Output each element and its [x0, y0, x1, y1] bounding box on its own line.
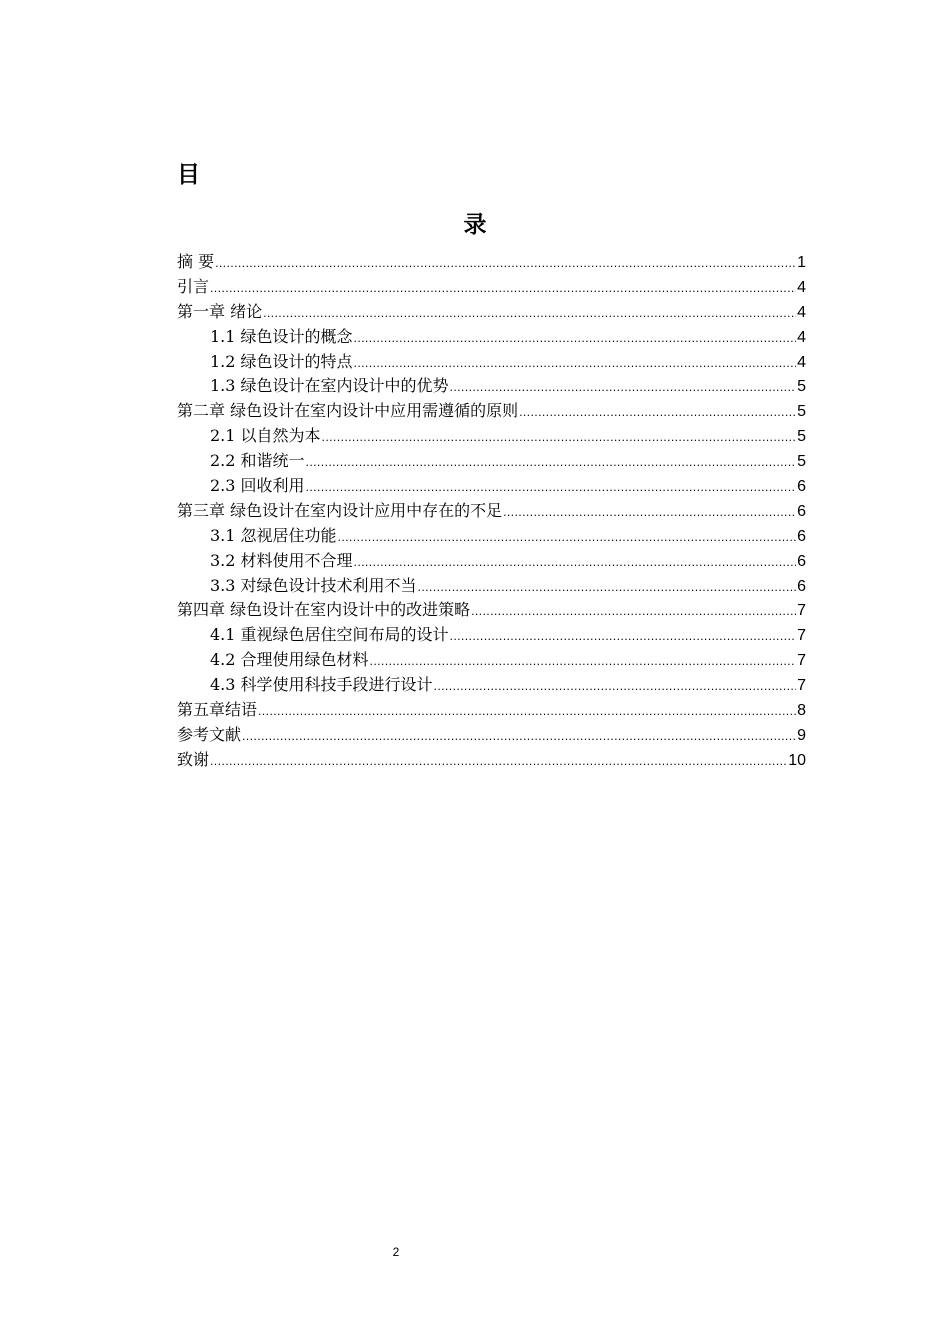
toc-entry-label: 2.1 以自然为本 — [210, 426, 321, 446]
toc-dot-leader — [338, 526, 797, 551]
toc-entry-page-number: 10 — [788, 751, 806, 769]
toc-entry[interactable] — [177, 748, 806, 773]
toc-entry-label: 2.3 回收利用 — [210, 476, 305, 496]
toc-dot-leader — [471, 600, 796, 625]
toc-entry-label: 1.1 绿色设计的概念 — [210, 326, 353, 346]
toc-entry-label: 致谢 — [177, 749, 210, 769]
toc-dot-leader — [519, 401, 796, 426]
toc-entry[interactable] — [177, 623, 806, 648]
toc-entry[interactable] — [177, 424, 806, 449]
toc-entry-page-number: 7 — [797, 677, 806, 695]
toc-entry-page-number: 9 — [797, 726, 806, 744]
toc-dot-leader — [322, 426, 797, 451]
table-of-contents — [177, 250, 806, 773]
toc-title-second-char: 录 — [463, 212, 487, 238]
toc-entry-page-number: 7 — [797, 627, 806, 645]
toc-entry-label: 4.1 重视绿色居住空间布局的设计 — [210, 625, 449, 645]
toc-dot-leader — [263, 302, 796, 327]
toc-dot-leader — [210, 750, 787, 775]
toc-entry-page-number: 4 — [797, 303, 806, 321]
toc-entry-page-number: 5 — [797, 378, 806, 396]
toc-entry-page-number: 6 — [797, 478, 806, 496]
toc-entry-page-number: 6 — [797, 552, 806, 570]
toc-dot-leader — [354, 551, 797, 576]
toc-dot-leader — [434, 675, 797, 700]
toc-entry-label: 4.2 合理使用绿色材料 — [210, 650, 369, 670]
toc-entry-label: 3.2 材料使用不合理 — [210, 550, 353, 570]
toc-entry[interactable] — [177, 698, 806, 723]
toc-entry-label: 第二章 绿色设计在室内设计中应用需遵循的原则 — [177, 401, 519, 421]
toc-entry-label: 4.3 科学使用科技手段进行设计 — [210, 675, 433, 695]
toc-entry-label: 1.2 绿色设计的特点 — [210, 351, 353, 371]
toc-entry-label: 1.3 绿色设计在室内设计中的优势 — [210, 376, 449, 396]
toc-title-first-char: 目 — [177, 162, 200, 188]
toc-entry[interactable] — [177, 648, 806, 673]
toc-entry-page-number: 5 — [797, 428, 806, 446]
toc-entry-label: 3.3 对绿色设计技术利用不当 — [210, 575, 417, 595]
toc-entry[interactable] — [177, 275, 806, 300]
toc-entry-label: 引言 — [177, 276, 210, 296]
toc-entry-label: 第三章 绿色设计在室内设计应用中存在的不足 — [177, 500, 503, 520]
toc-entry[interactable] — [177, 474, 806, 499]
toc-dot-leader — [306, 476, 797, 501]
toc-dot-leader — [450, 376, 797, 401]
toc-entry-page-number: 7 — [797, 652, 806, 670]
toc-entry[interactable] — [177, 325, 806, 350]
toc-entry-page-number: 6 — [797, 502, 806, 520]
toc-entry-page-number: 8 — [797, 702, 806, 720]
toc-entry-page-number: 6 — [797, 577, 806, 595]
toc-entry[interactable] — [177, 673, 806, 698]
toc-dot-leader — [418, 576, 797, 601]
toc-dot-leader — [503, 501, 796, 526]
toc-dot-leader — [258, 700, 796, 725]
toc-entry-label: 第五章结语 — [177, 700, 258, 720]
toc-entry[interactable] — [177, 549, 806, 574]
toc-dot-leader — [242, 725, 796, 750]
toc-entry-page-number: 4 — [797, 278, 806, 296]
toc-dot-leader — [215, 252, 796, 277]
toc-entry-label: 2.2 和谐统一 — [210, 451, 305, 471]
toc-entry[interactable] — [177, 300, 806, 325]
toc-dot-leader — [450, 625, 797, 650]
page-number: 2 — [392, 1245, 400, 1259]
toc-entry-page-number: 5 — [797, 453, 806, 471]
toc-entry[interactable] — [177, 374, 806, 399]
toc-entry-page-number: 4 — [797, 328, 806, 346]
toc-entry-page-number: 7 — [797, 602, 806, 620]
toc-entry-page-number: 6 — [797, 527, 806, 545]
toc-dot-leader — [370, 650, 797, 675]
toc-dot-leader — [354, 327, 797, 352]
toc-entry-label: 参考文献 — [177, 724, 242, 744]
toc-entry[interactable] — [177, 574, 806, 599]
toc-entry[interactable] — [177, 449, 806, 474]
toc-entry-label: 第一章 绪论 — [177, 301, 263, 321]
toc-dot-leader — [306, 451, 797, 476]
toc-entry[interactable] — [177, 524, 806, 549]
toc-entry[interactable] — [177, 598, 806, 623]
toc-entry[interactable] — [177, 399, 806, 424]
toc-entry-page-number: 5 — [797, 403, 806, 421]
toc-entry-label: 3.1 忽视居住功能 — [210, 525, 337, 545]
toc-entry[interactable] — [177, 250, 806, 275]
toc-entry[interactable] — [177, 723, 806, 748]
toc-entry-page-number: 1 — [797, 254, 806, 271]
toc-entry-page-number: 4 — [797, 353, 806, 371]
toc-dot-leader — [210, 277, 796, 302]
toc-entry-label: 摘 要 — [177, 252, 215, 271]
toc-entry-label: 第四章 绿色设计在室内设计中的改进策略 — [177, 600, 471, 620]
toc-entry[interactable] — [177, 499, 806, 524]
toc-dot-leader — [354, 352, 797, 377]
toc-entry[interactable] — [177, 350, 806, 375]
